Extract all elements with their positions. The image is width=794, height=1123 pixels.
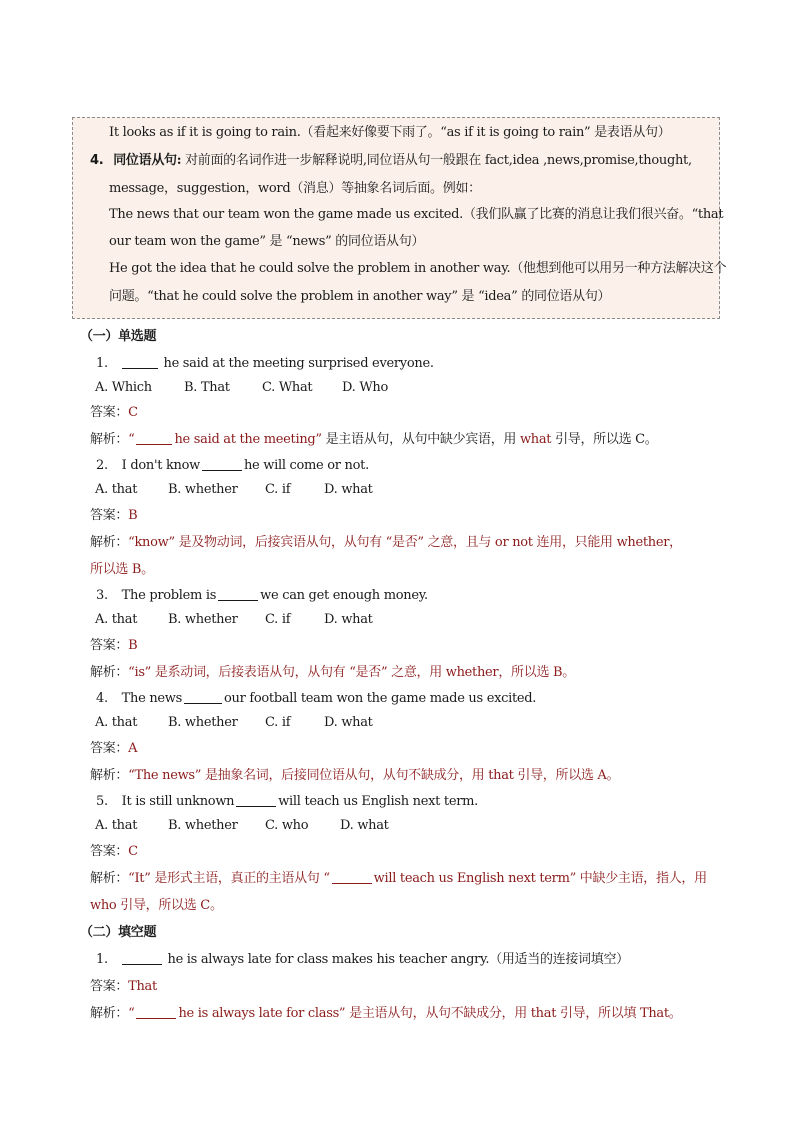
note-line-6: He got the idea that he could solve the problem in another way.（他想到他可以用另一种方法解决这个 bbox=[109, 261, 727, 276]
option-d: D. Who bbox=[342, 380, 388, 395]
question-text: he said at the meeting surprised everyone. bbox=[163, 356, 434, 371]
question-text: he is always late for class makes his teacher angry.（用适当的连接词填空） bbox=[167, 952, 629, 967]
fill-question-1 bbox=[96, 951, 629, 969]
question-number: 5. bbox=[96, 794, 108, 809]
answer-value: C bbox=[128, 405, 138, 420]
answer-line: 答案：A bbox=[90, 741, 138, 756]
analysis-line: 解析：“is” 是系动词，后接表语从句，从句有 “是否” 之意，用 whether，所以选 B。 bbox=[90, 665, 575, 680]
question-3: 3. The problem is we can get enough money. bbox=[96, 588, 428, 603]
note-line-4: The news that our team won the game made us excited.（我们队赢了比赛的消息让我们很兴奋。“that bbox=[109, 207, 724, 222]
analysis-line: 解析：“know” 是及物动词，后接宾语从句，从句有 “是否” 之意，且与 or not 连用，只能用 whether， bbox=[90, 535, 682, 550]
question-number: 1. bbox=[96, 356, 108, 371]
note-line-1: It looks as if it is going to rain.（看起来好像要下雨了。“as if it is going to rain” 是表语从句） bbox=[109, 125, 671, 140]
answer-blank bbox=[202, 458, 242, 471]
question-number: 1. bbox=[96, 952, 108, 967]
note-line-3: message，suggestion，word（消息）等抽象名词后面。例如： bbox=[109, 181, 481, 196]
answer-value: B bbox=[128, 508, 138, 523]
answer-line bbox=[90, 404, 138, 422]
note-line-2 bbox=[90, 152, 692, 170]
option-c: C. if bbox=[265, 482, 291, 497]
note-item-number: 4. bbox=[90, 153, 104, 168]
option-c: C. if bbox=[265, 612, 291, 627]
question-4: 4. The news our football team won the game made us excited. bbox=[96, 691, 537, 706]
note-line-5: our team won the game” 是 “news” 的同位语从句） bbox=[109, 234, 425, 249]
option-d: D. what bbox=[340, 818, 389, 833]
question-number: 4. bbox=[96, 691, 108, 706]
answer-blank bbox=[136, 432, 172, 445]
option-a: A. that bbox=[95, 612, 138, 627]
note-item-text: 对前面的名词作进一步解释说明,同位语从句一般跟在 fact,idea ,news,promise,thought, bbox=[181, 153, 692, 168]
option-b: B. whether bbox=[168, 818, 238, 833]
question-number: 2. bbox=[96, 458, 108, 473]
answer-value: B bbox=[128, 638, 138, 653]
option-c: C. if bbox=[265, 715, 291, 730]
analysis-line: 解析：“ he is always late for class” 是主语从句，从句不缺成分，用 that 引导，所以填 That。 bbox=[90, 1006, 682, 1021]
option-a: A. that bbox=[95, 482, 138, 497]
question-5: 5. It is still unknown will teach us English next term. bbox=[96, 794, 479, 809]
answer-value: That bbox=[128, 979, 157, 994]
question-1 bbox=[96, 355, 434, 373]
analysis-line-2: who 引导，所以选 C。 bbox=[90, 898, 223, 913]
answer-line: 答案：That bbox=[90, 979, 157, 994]
analysis-label: 解析： bbox=[90, 432, 129, 447]
analysis-line: 解析：“The news” 是抽象名词，后接同位语从句，从句不缺成分，用 that 引导，所以选 A。 bbox=[90, 768, 620, 783]
option-d: D. what bbox=[324, 715, 373, 730]
answer-blank bbox=[332, 871, 372, 884]
option-b: B. That bbox=[184, 380, 230, 395]
analysis-line: 解析：“ he said at the meeting” 是主语从句，从句中缺少宾语，用 what 引导，所以选 C。 bbox=[90, 432, 658, 447]
option-d: D. what bbox=[324, 482, 373, 497]
option-b: B. whether bbox=[168, 612, 238, 627]
option-a: A. that bbox=[95, 818, 138, 833]
answer-blank bbox=[136, 1006, 176, 1019]
answer-value: A bbox=[128, 741, 138, 756]
section-title-fill-blank: （二）填空题 bbox=[80, 925, 157, 940]
answer-blank bbox=[218, 588, 258, 601]
option-c: C. who bbox=[265, 818, 309, 833]
answer-blank bbox=[122, 356, 158, 369]
analysis-line-2: 所以选 B。 bbox=[90, 562, 154, 577]
question-2: 2. I don't know he will come or not. bbox=[96, 458, 369, 473]
note-item-title: 同位语从句: bbox=[113, 153, 182, 168]
option-a: A. that bbox=[95, 715, 138, 730]
option-b: B. whether bbox=[168, 482, 238, 497]
analysis-line: 解析：“It” 是形式主语，真正的主语从句 “ will teach us English next term” 中缺少主语，指人，用 bbox=[90, 871, 707, 886]
note-line-7: 问题。“that he could solve the problem in another way” 是 “idea” 的同位语从句） bbox=[109, 289, 611, 304]
option-a: A. Which bbox=[95, 380, 152, 395]
answer-blank bbox=[122, 952, 162, 965]
answer-line: 答案：B bbox=[90, 638, 138, 653]
answer-blank bbox=[236, 794, 276, 807]
answer-line: 答案：B bbox=[90, 508, 138, 523]
answer-line: 答案：C bbox=[90, 844, 138, 859]
section-title-single-choice: （一）单选题 bbox=[80, 329, 157, 344]
answer-value: C bbox=[128, 844, 138, 859]
option-b: B. whether bbox=[168, 715, 238, 730]
option-d: D. what bbox=[324, 612, 373, 627]
question-number: 3. bbox=[96, 588, 108, 603]
answer-label: 答案： bbox=[90, 405, 129, 420]
answer-blank bbox=[184, 691, 222, 704]
option-c: C. What bbox=[262, 380, 313, 395]
